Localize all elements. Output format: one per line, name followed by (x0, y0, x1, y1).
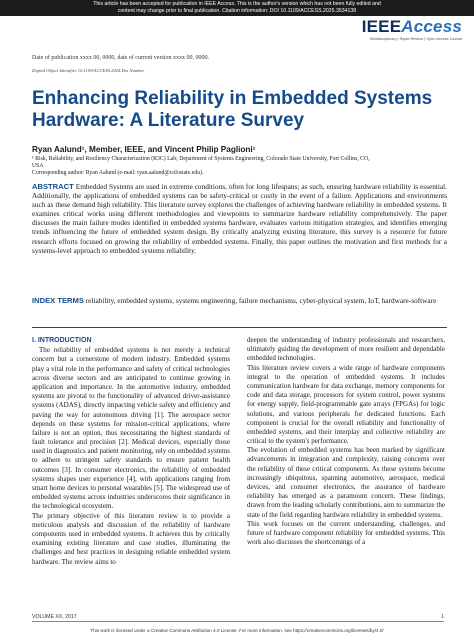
notice-line-2: content may change prior to final publication. Citation information: DOI 10.1109/ACCESS.2025.3534138 (117, 8, 357, 14)
section-heading-introduction: I. INTRODUCTION (32, 337, 92, 344)
affiliation-line-1: ¹ Risk, Reliability, and Resiliency Characterization (R3C) Lab; Department of Systems Engineering, Colorado State University, Fort Collins, CO, (32, 156, 370, 162)
paragraph: This literature review covers a wide range of hardware components integral to the operation of embedded systems. It includes communication hardware for data exchange, memory components for code and data storage, processors for system control, power systems for energy supply, field-programmable gate arrays (FPGAs) for logic solutions, and various peripherals for dedicated functions. Each component is crucial for the overall reliability and functionality of embedded systems, and their interplay and collective reliability are critical to the system's performance. (247, 363, 445, 446)
index-terms (32, 296, 447, 305)
ieee-access-logo (362, 18, 462, 41)
paragraph: The evolution of embedded systems has been marked by significant advancements in integration and complexity, raising concerns over the reliability of these critical components. As these systems become increasingly ubiquitous, spanning automotive, aerospace, medical devices, and consumer electronics, the assurance of hardware reliability has emerged as a paramount concern. These findings, drawn from the leading scholarly contributions, aim to summarize the state of the field regarding hardware reliability in embedded systems. (247, 446, 445, 519)
abstract-text: Embedded Systems are used in extreme conditions, often for long lifespans; as such, ensuring hardware reliability is essential. Additionally, the applications of embedded systems can be safety-critical or costly in the event of a failure. Applications and environments such as these demand high reliability. This literature survey explores the challenges of achieving hardware reliability in embedded systems. It examines critical works using different methodologies and viewpoints to summarize hardware reliability comprehensively. The paper discusses the main failure modes identified in embedded systems hardware, evaluates various mitigation strategies, and identifies emerging trends influencing the future of embedded system design. By critically analyzing existing literature, this survey is a resource for future research efforts focused on growing the reliability of embedded systems. Finally, this paper outlines the motivation and first methods for a systems-level approach to embedded systems reliability. (32, 182, 447, 255)
corresponding-author: Corresponding author: Ryan Aalund (e-mail: ryan.aalund@colostate.edu). (32, 170, 204, 177)
doi-line: Digital Object Identifier 10.1109/ACCESS.2024.Doi Number (32, 68, 145, 73)
section-divider (32, 327, 447, 328)
paper-title: Enhancing Reliability in Embedded Systems Hardware: A Literature Survey (32, 88, 433, 131)
affiliation-block (32, 156, 447, 178)
paragraph: The primary objective of this literature review is to provide a meticulous analysis and discussion of the reliability of hardware components used in embedded systems. It achieves this by critically examining existing literature and case studies, illuminating the challenges and best practices in designing reliable embedded system hardware. The review aims to (32, 511, 230, 566)
index-terms-text: reliability, embedded systems, systems engineering, failure mechanisms, cyber-physical system, IoT, hardware-software (85, 296, 437, 305)
paragraph: deepen the understanding of industry professionals and researchers, ultimately guiding the development of more resilient and dependable embedded technologies. (247, 336, 445, 363)
footer-divider (32, 621, 444, 622)
volume-label: VOLUME XX, 2017 (32, 614, 77, 620)
article-notice-bar (0, 0, 474, 16)
index-terms-heading: INDEX TERMS (32, 296, 84, 305)
paragraph: The reliability of embedded systems is not merely a technical concern but a cornerstone of modern industry. Embedded systems play a vital role in the performance and safety of critical technologies across diverse sectors and are anticipated to continue growing in application and importance. In the automotive industry, embedded systems are pivotal to the functionality of advanced driver-assistance systems (ADAS), directly impacting vehicle safety and efficiency and paving the way for autonomous driving [1]. The aerospace sector depends on these systems for mission-critical applications, where failure is not an option, thus necessitating the highest standards of fault tolerance and precision [2]. Medical devices, especially those used in diagnostics and patient monitoring, rely on embedded systems to adhere to stringent safety standards to ensure patient health outcomes [3]. In consumer electronics, the reliability of embedded systems shapes user experience [4], with applications ranging from smart home devices to personal wearables [5]. The widespread use of embedded systems across industries underscores their significance in the technological ecosystem. (32, 346, 230, 511)
paragraph: This work focuses on the current understanding, challenges, and future of hardware component reliability for embedded systems. This work also discusses the shortcomings of a (247, 519, 445, 547)
logo-accent: Access (401, 17, 462, 36)
publication-dates: Date of publication xxxx 00, 0000, date of current version xxxx 00, 0000. (32, 55, 209, 61)
body-column-right (247, 336, 445, 547)
license-notice: This work is licensed under a Creative Commons Attribution 4.0 License. For more information, see https://creativecommons.org/licenses/by/4.0/ (90, 628, 384, 633)
body-column-left (32, 336, 230, 567)
logo-prefix: IEEE (361, 17, 402, 36)
abstract (32, 182, 447, 255)
page-number: 1 (441, 614, 444, 620)
author-list: Ryan Aalund¹, Member, IEEE, and Vincent Philip Paglioni¹ (32, 145, 256, 154)
affiliation-line-2: USA (32, 163, 44, 170)
logo-wordmark (362, 18, 462, 36)
logo-tagline: Multidisciplinary | Rapid Review | Open Access Journal (369, 37, 462, 41)
notice-line-1: This article has been accepted for publication in IEEE Access. This is the author's version which has not been fully edited and (93, 1, 381, 7)
abstract-heading: ABSTRACT (32, 182, 74, 191)
